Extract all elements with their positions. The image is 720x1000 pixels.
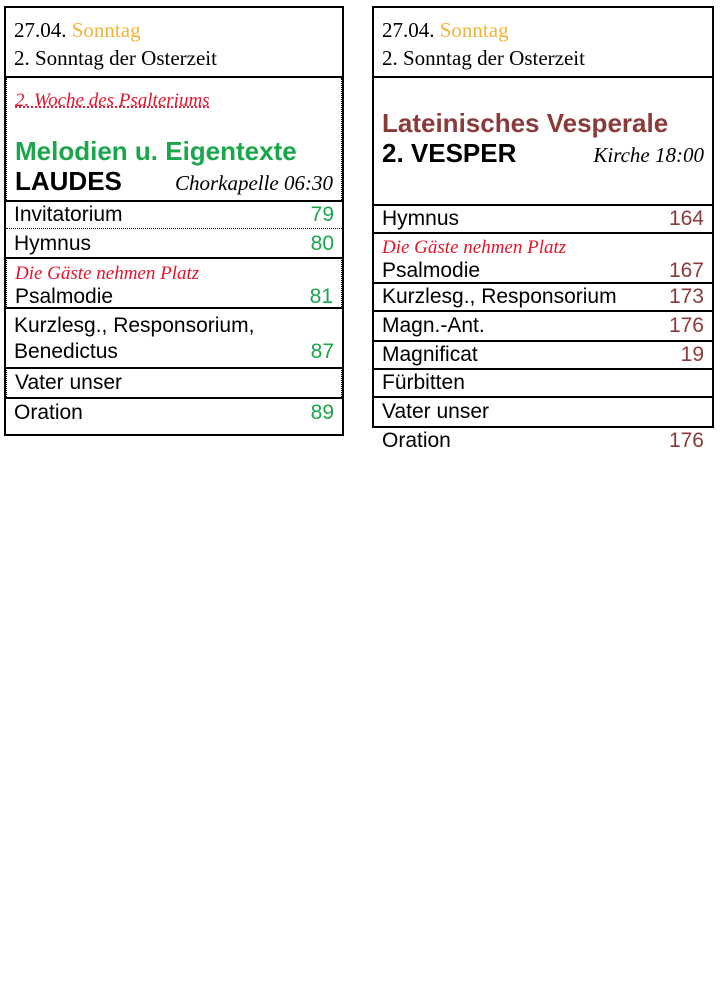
- list-item: [374, 368, 712, 396]
- page-number: 176: [668, 429, 704, 452]
- page-number: 164: [668, 207, 704, 230]
- weekday: Sonntag: [71, 18, 141, 42]
- item-label: Oration: [382, 429, 451, 452]
- page-number: 80: [310, 232, 334, 255]
- item-label: Magnificat: [382, 343, 478, 366]
- office-line: [7, 166, 341, 198]
- list-item: [6, 307, 342, 367]
- page-number: 87: [310, 340, 334, 363]
- office-name: LAUDES: [15, 166, 122, 196]
- sunday-name: 2. Sonntag der Osterzeit: [14, 46, 217, 70]
- item-label: Oration: [14, 401, 83, 424]
- list-item-row: [374, 259, 712, 283]
- book-title: Melodien u. Eigentexte: [15, 136, 297, 166]
- guests-note: Die Gäste nehmen Platz: [382, 237, 567, 258]
- item-label-line1: Kurzlesg., Responsorium,: [14, 314, 255, 337]
- list-item: [374, 340, 712, 368]
- item-label: Hymnus: [382, 207, 460, 230]
- item-label: Psalmodie: [382, 259, 481, 282]
- item-label: Fürbitten: [382, 371, 465, 394]
- place-time: Chorkapelle 06:30: [174, 171, 333, 195]
- book-title: Lateinisches Vesperale: [382, 108, 669, 138]
- date: 27.04.: [14, 18, 67, 42]
- list-item: [374, 282, 712, 310]
- date-line: [382, 16, 704, 44]
- page-number: 19: [680, 343, 704, 366]
- list-item: [374, 396, 712, 426]
- page-number: 81: [309, 285, 333, 308]
- list-item: [6, 200, 342, 228]
- list-item: [374, 232, 712, 282]
- page-number: 176: [668, 314, 704, 337]
- psalter-week: 2. Woche des Psalteriums: [15, 90, 210, 111]
- item-label: Invitatorium: [14, 203, 123, 226]
- office-name: 2. VESPER: [382, 138, 517, 168]
- item-label: [14, 313, 254, 365]
- sunday-name: 2. Sonntag der Osterzeit: [382, 46, 585, 70]
- office-line: [374, 138, 712, 170]
- laudes-card: [4, 6, 344, 436]
- page-number: 167: [668, 259, 704, 282]
- list-item: [374, 204, 712, 232]
- date-header: [374, 8, 712, 78]
- guests-note: Die Gäste nehmen Platz: [15, 263, 200, 284]
- item-label: Kurzlesg., Responsorium: [382, 285, 617, 308]
- weekday: Sonntag: [439, 18, 509, 42]
- list-item-row: [7, 285, 341, 309]
- page-number: 79: [310, 203, 334, 226]
- title-section: [374, 108, 712, 204]
- list-item: [6, 228, 342, 257]
- list-item: [6, 397, 342, 427]
- item-label: Psalmodie: [15, 285, 114, 308]
- item-label: Vater unser: [15, 371, 122, 394]
- list-item: [6, 367, 342, 397]
- date: 27.04.: [382, 18, 435, 42]
- item-label: Magn.-Ant.: [382, 314, 485, 337]
- item-label-line2: Benedictus: [14, 340, 118, 363]
- page-number: 89: [310, 401, 334, 424]
- date-line: [14, 16, 334, 44]
- item-label: Vater unser: [382, 400, 489, 423]
- list-item: [374, 426, 712, 454]
- title-section: [6, 78, 342, 200]
- date-header: [6, 8, 342, 78]
- place-time: Kirche 18:00: [593, 143, 704, 167]
- item-label: Hymnus: [14, 232, 92, 255]
- list-item: [6, 257, 342, 307]
- page-number: 173: [668, 285, 704, 308]
- vesper-card: [372, 6, 714, 452]
- list-item: [374, 310, 712, 340]
